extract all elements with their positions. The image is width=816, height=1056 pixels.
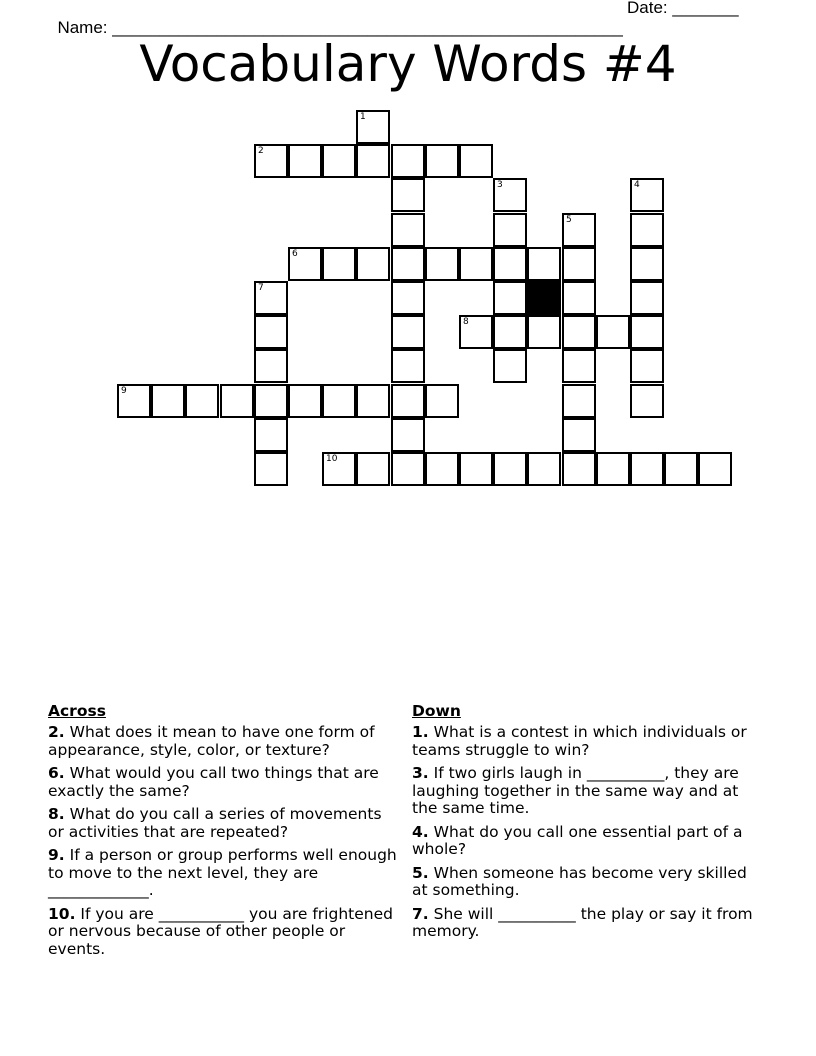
grid-cell[interactable] [391,349,425,383]
grid-cell[interactable] [425,384,459,418]
grid-cell[interactable] [562,418,596,452]
page-title: Vocabulary Words #4 [139,35,677,93]
clue-number: 10. [48,904,76,923]
down-clue [412,865,762,900]
grid-cell[interactable] [527,315,561,349]
grid-cell[interactable] [493,178,527,212]
clue-number: 5. [412,863,429,882]
clue-number: 7. [412,904,429,923]
clue-text: She will __________ the play or say it from memory. [412,904,753,940]
grid-cell[interactable] [254,315,288,349]
grid-cell[interactable] [562,452,596,486]
grid-cell[interactable] [562,349,596,383]
grid-cell[interactable] [391,247,425,281]
grid-cell[interactable] [391,452,425,486]
clue-text: If you are ___________ you are frightened or nervous because of other people or events. [48,904,393,958]
clue-text: If a person or group performs well enough to move to the next level, they are _____________. [48,846,397,899]
grid-cell[interactable] [117,384,151,418]
across-heading: Across [48,702,106,720]
grid-cell[interactable] [391,144,425,178]
grid-cell[interactable] [527,452,561,486]
clue-text: What do you call one essential part of a whole? [412,822,743,858]
grid-cell[interactable] [630,349,664,383]
grid-cell[interactable] [664,452,698,486]
grid-cell[interactable] [356,144,390,178]
clue-number: 2. [48,723,65,741]
across-clue [48,906,398,959]
grid-cell[interactable] [322,384,356,418]
grid-cell[interactable] [322,247,356,281]
clue-number: 2 [258,146,264,156]
clue-number: 9. [48,846,65,864]
grid-cell[interactable] [698,452,732,486]
across-clue [48,724,398,759]
grid-cell[interactable] [254,452,288,486]
clue-number: 1. [412,723,429,741]
clue-text: When someone has become very skilled at something. [412,863,747,899]
clue-number: 3 [497,180,503,190]
grid-cell[interactable] [151,384,185,418]
grid-cell[interactable] [220,384,254,418]
crossword-grid [0,0,816,500]
clue-number: 7 [258,283,264,293]
down-clue [412,824,762,859]
grid-cell[interactable] [322,144,356,178]
grid-cell[interactable] [562,384,596,418]
grid-cell[interactable] [288,247,322,281]
grid-cell[interactable] [391,213,425,247]
grid-cell[interactable] [459,315,493,349]
clue-number: 8. [48,805,65,823]
grid-cell[interactable] [288,144,322,178]
grid-cell[interactable] [562,213,596,247]
down-clue-list [412,724,762,941]
grid-cell[interactable] [630,281,664,315]
grid-cell[interactable] [356,452,390,486]
clue-text: What would you call two things that are exactly the same? [48,764,379,800]
grid-cell[interactable] [459,452,493,486]
grid-cell[interactable] [630,178,664,212]
down-clue [412,724,762,759]
grid-cell[interactable] [425,247,459,281]
grid-cell[interactable] [288,384,322,418]
grid-cell[interactable] [630,247,664,281]
grid-cell[interactable] [562,281,596,315]
grid-cell[interactable] [254,349,288,383]
clue-number: 10 [326,454,338,464]
clue-number: 6 [292,249,298,259]
clue-text: What do you call a series of movements or activities that are repeated? [48,805,382,841]
down-heading: Down [412,702,461,720]
grid-cell[interactable] [356,384,390,418]
across-clue [48,847,398,900]
grid-cell[interactable] [391,178,425,212]
grid-cell[interactable] [185,384,219,418]
grid-cell[interactable] [254,144,288,178]
grid-cell[interactable] [391,281,425,315]
grid-cell[interactable] [562,247,596,281]
clue-number: 4. [412,822,429,841]
grid-cell[interactable] [459,144,493,178]
name-field-label: Name: ______________________________________________________ [57,18,623,37]
clue-number: 4 [634,180,640,190]
grid-cell[interactable] [356,247,390,281]
down-clue [412,765,762,818]
down-clue [412,906,762,941]
grid-cell[interactable] [391,384,425,418]
clue-text: What does it mean to have one form of appearance, style, color, or texture? [48,723,375,759]
grid-cell[interactable] [322,452,356,486]
grid-cell[interactable] [425,144,459,178]
grid-cell[interactable] [493,281,527,315]
across-clue [48,765,398,800]
clue-number: 9 [121,386,127,396]
date-field-label: Date: _______ [627,0,739,17]
grid-cell[interactable] [356,110,390,144]
grid-cell[interactable] [391,418,425,452]
black-square [527,281,561,315]
grid-cell[interactable] [596,315,630,349]
grid-cell[interactable] [493,315,527,349]
across-clue-list [48,724,398,958]
grid-cell[interactable] [493,247,527,281]
grid-cell[interactable] [493,452,527,486]
across-clues [48,702,398,964]
grid-cell[interactable] [630,213,664,247]
grid-cell[interactable] [527,247,561,281]
clue-text: If two girls laugh in __________, they are laughing together in the same way and at the same time. [412,764,739,817]
grid-cell[interactable] [493,349,527,383]
clue-number: 6. [48,764,65,782]
across-clue [48,806,398,841]
clue-number: 8 [463,317,469,327]
grid-cell[interactable] [630,384,664,418]
grid-cell[interactable] [596,452,630,486]
down-clues [412,702,762,947]
clue-number: 1 [360,112,366,122]
grid-cell[interactable] [254,418,288,452]
grid-cell[interactable] [391,315,425,349]
clue-text: What is a contest in which individuals or teams struggle to win? [412,723,747,759]
grid-cell[interactable] [254,281,288,315]
grid-cell[interactable] [630,315,664,349]
clue-number: 5 [566,215,572,225]
grid-cell[interactable] [493,213,527,247]
grid-cell[interactable] [630,452,664,486]
clue-number: 3. [412,764,429,782]
grid-cell[interactable] [459,247,493,281]
grid-cell[interactable] [425,452,459,486]
grid-cell[interactable] [562,315,596,349]
grid-cell[interactable] [254,384,288,418]
